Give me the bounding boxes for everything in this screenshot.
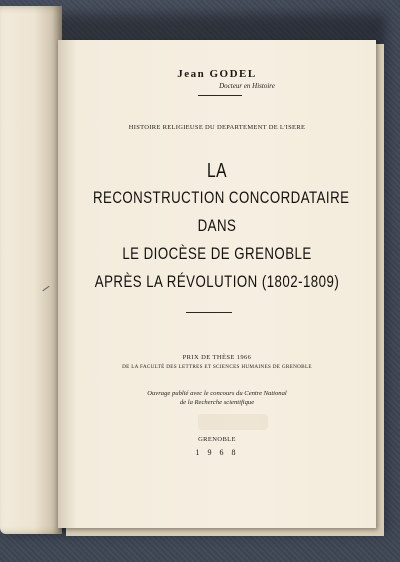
title-line-1: LA [206,160,228,182]
series-title: HISTOIRE RELIGIEUSE DU DEPARTEMENT DE L'ISERE [128,124,306,131]
divider [186,312,232,313]
prize-line: PRIX DE THÈSE 1966 [182,354,252,361]
title-page-content [58,40,376,528]
title-line-4: LE DIOCÈSE DE GRENOBLE [122,244,312,263]
publication-note-line-1: Ouvrage publié avec le concours du Centre National [147,390,287,397]
faculty-line: DE LA FACULTÉ DES LETTRES ET SCIENCES HUMAINES DE GRENOBLE [122,364,312,370]
left-page [0,6,62,534]
paper-stain [198,414,268,430]
title-line-5: APRÈS LA RÉVOLUTION (1802-1809) [94,272,340,291]
author-name: Jean GODEL [177,68,257,80]
title-line-2: RECONSTRUCTION CONCORDATAIRE [92,188,350,207]
divider [198,95,242,96]
publication-city: GRENOBLE [198,436,236,443]
publication-note-line-2: de la Recherche scientifique [179,399,255,406]
author-credential: Docteur en Histoire [219,82,275,90]
title-line-3: DANS [197,216,237,235]
publication-year: 1 9 6 8 [195,448,239,457]
